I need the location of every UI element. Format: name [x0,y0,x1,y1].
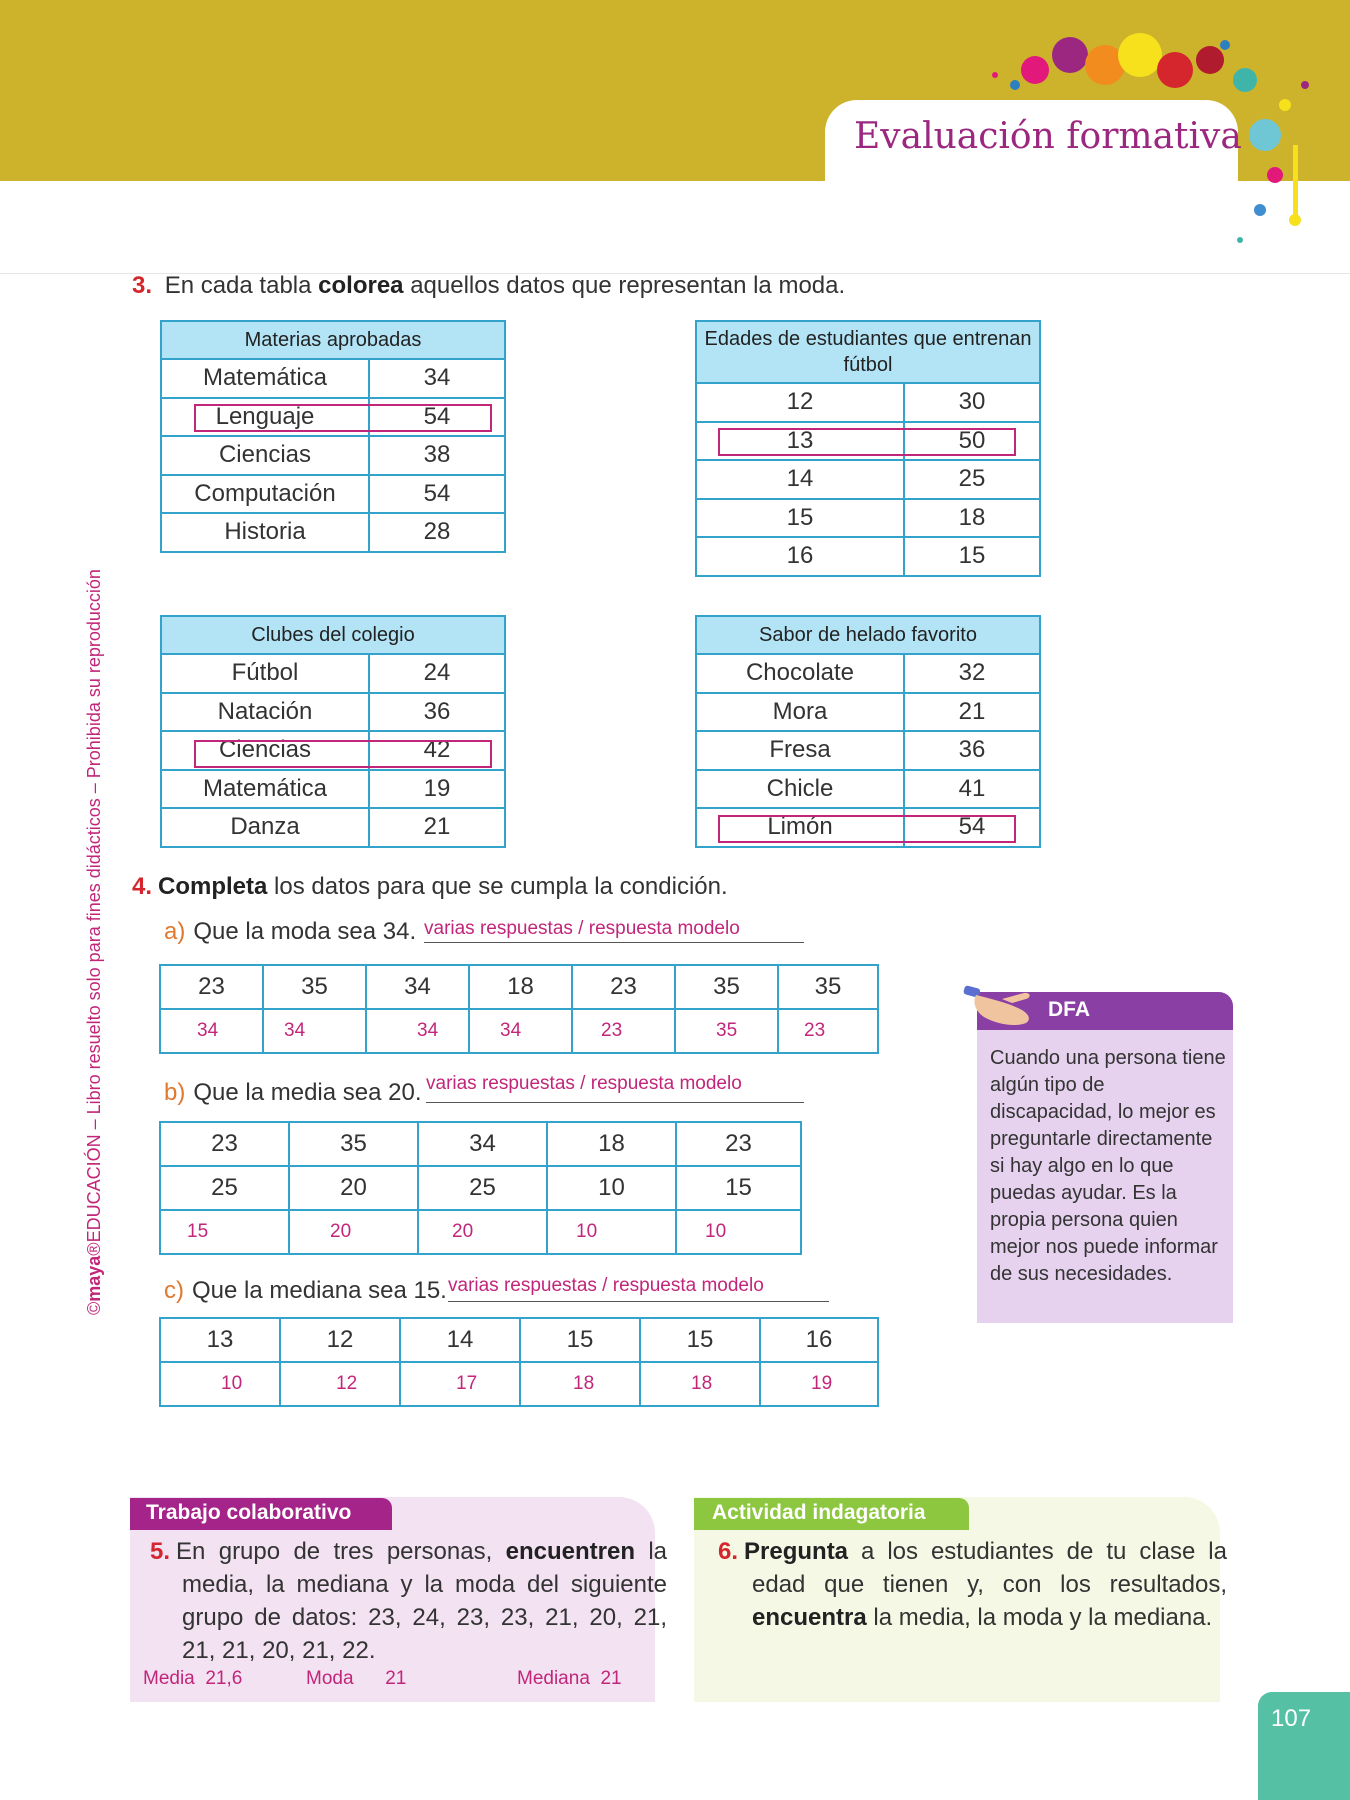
answer-cell: 17 [400,1362,520,1406]
table-cell: 54 [904,808,1040,847]
answer-cell: 34 [263,1009,366,1053]
table-cell: 32 [904,654,1040,693]
table-cell: 34 [418,1122,547,1166]
question-4a: a) Que la moda sea 34. [164,918,417,945]
table-cell: 36 [369,693,505,732]
page-title: Evaluación formativa [854,116,1242,157]
table-cell: 41 [904,770,1040,809]
table-cell: Historia [161,513,369,552]
question-5: 5. En grupo de tres personas, encuentren la media, la mediana y la moda del siguiente grupo de datos: 23, 24, 23, 23, 21, 20, 21, 21, 21, 20, 21, 22. [150,1538,668,1664]
table-cell: 54 [369,398,505,437]
table-cell: 18 [469,965,572,1009]
table-helado [695,615,1041,848]
answer-cell: 18 [520,1362,640,1406]
table-cell: 35 [675,965,778,1009]
table-cell: Chocolate [696,654,904,693]
question-4: 4. Completa los datos para que se cumpla la condición. [132,873,728,900]
table-cell: Limón [696,808,904,847]
table-cell: 34 [366,965,469,1009]
table-cell: 24 [369,654,505,693]
answer-cell: 18 [640,1362,760,1406]
table-cell: Matemática [161,359,369,398]
table-cell: 35 [263,965,366,1009]
table-cell: 23 [160,965,263,1009]
table-cell: 34 [369,359,505,398]
answer-cell: 34 [469,1009,572,1053]
table-cell: 19 [369,770,505,809]
actividad-indagatoria-label: Actividad indagatoria [712,1501,926,1524]
moda-answer: Moda 21 [306,1668,407,1689]
table-cell: Lenguaje [161,398,369,437]
table-cell: 25 [904,460,1040,499]
table-cell: 18 [547,1122,676,1166]
table-cell: 20 [289,1166,418,1210]
answer-line: varias respuestas / respuesta modelo [424,918,804,943]
table-cell: 15 [520,1318,640,1362]
answer-cell: 20 [289,1210,418,1254]
table-cell: Chicle [696,770,904,809]
answer-cell: 15 [160,1210,289,1254]
mode-highlight [718,428,1016,456]
answer-cell: 10 [160,1362,280,1406]
trabajo-colaborativo-label: Trabajo colaborativo [146,1501,352,1524]
table-cell: 28 [369,513,505,552]
table-cell: 12 [696,383,904,422]
table-cell: 15 [904,537,1040,576]
dfa-text: Cuando una persona tiene algún tipo de discapacidad, lo mejor es preguntarle directamente si hay algo en lo que puedas ayudar. Es la propia persona quien mejor nos puede informar de sus necesidades. [990,1047,1226,1285]
table-title: Clubes del colegio [161,616,505,654]
question-6: 6. Pregunta a los estudiantes de tu clase la edad que tienen y, con los resultados, encuentra la media, la moda y la mediana. [718,1538,1227,1631]
question-4c: c) Que la mediana sea 15. [164,1277,447,1304]
answer-cell: 10 [547,1210,676,1254]
table-cell: Natación [161,693,369,732]
answer-cell: 23 [778,1009,878,1053]
table-4a [159,964,879,1054]
table-cell: 10 [547,1166,676,1210]
question-3: 3. En cada tabla colorea aquellos datos que representan la moda. [132,272,846,299]
table-cell: 14 [400,1318,520,1362]
answer-cell: 12 [280,1362,400,1406]
table-cell: 30 [904,383,1040,422]
question-number: 3. [132,272,153,299]
question-4b: b) Que la media sea 20. [164,1079,422,1106]
mediana-answer: Mediana 21 [517,1668,622,1689]
answer-line: varias respuestas / respuesta modelo [426,1073,804,1103]
table-cell: 36 [904,731,1040,770]
table-cell: 16 [760,1318,878,1362]
dfa-label: DFA [1048,998,1090,1021]
copyright-side-text: ©maya®EDUCACIÓN – Libro resuelto solo para fines didácticos – Prohibida su reproducción [84,569,104,1315]
answer-cell: 20 [418,1210,547,1254]
mode-highlight [718,815,1016,843]
table-cell: 25 [160,1166,289,1210]
table-cell: 23 [572,965,675,1009]
table-4b [159,1121,802,1255]
answer-line: varias respuestas / respuesta modelo [448,1275,829,1302]
answer-cell: 34 [366,1009,469,1053]
table-cell: Computación [161,475,369,514]
table-cell: 50 [904,422,1040,461]
answer-cell: 10 [676,1210,801,1254]
table-cell: 12 [280,1318,400,1362]
table-cell: Ciencias [161,731,369,770]
table-title: Sabor de helado favorito [696,616,1040,654]
hand-icon [962,985,1040,1029]
table-cell: Fútbol [161,654,369,693]
table-cell: 42 [369,731,505,770]
answer-cell: 35 [675,1009,778,1053]
table-cell: 15 [696,499,904,538]
table-cell: 13 [160,1318,280,1362]
table-cell: 16 [696,537,904,576]
table-cell: 21 [369,808,505,847]
table-cell: 35 [778,965,878,1009]
table-cell: Mora [696,693,904,732]
table-cell: 15 [640,1318,760,1362]
mode-highlight [194,404,492,432]
table-cell: 54 [369,475,505,514]
table-cell: 18 [904,499,1040,538]
table-cell: 35 [289,1122,418,1166]
table-cell: Fresa [696,731,904,770]
table-cell: 14 [696,460,904,499]
answer-cell: 34 [160,1009,263,1053]
table-materias-aprobadas [160,320,506,553]
table-cell: 38 [369,436,505,475]
answer-cell: 23 [572,1009,675,1053]
table-cell: 21 [904,693,1040,732]
table-cell: 13 [696,422,904,461]
table-title: Edades de estudiantes que entrenan fútbol [696,321,1040,383]
table-cell: 25 [418,1166,547,1210]
table-cell: 23 [160,1122,289,1166]
media-answer: Media 21,6 [143,1668,243,1689]
table-cell: Matemática [161,770,369,809]
table-title: Materias aprobadas [161,321,505,359]
answer-cell: 19 [760,1362,878,1406]
table-cell: Danza [161,808,369,847]
table-clubes [160,615,506,848]
mode-highlight [194,740,492,768]
table-cell: 15 [676,1166,801,1210]
table-cell: Ciencias [161,436,369,475]
table-cell: 23 [676,1122,801,1166]
page-number: 107 [1271,1705,1312,1732]
table-4c [159,1317,879,1407]
